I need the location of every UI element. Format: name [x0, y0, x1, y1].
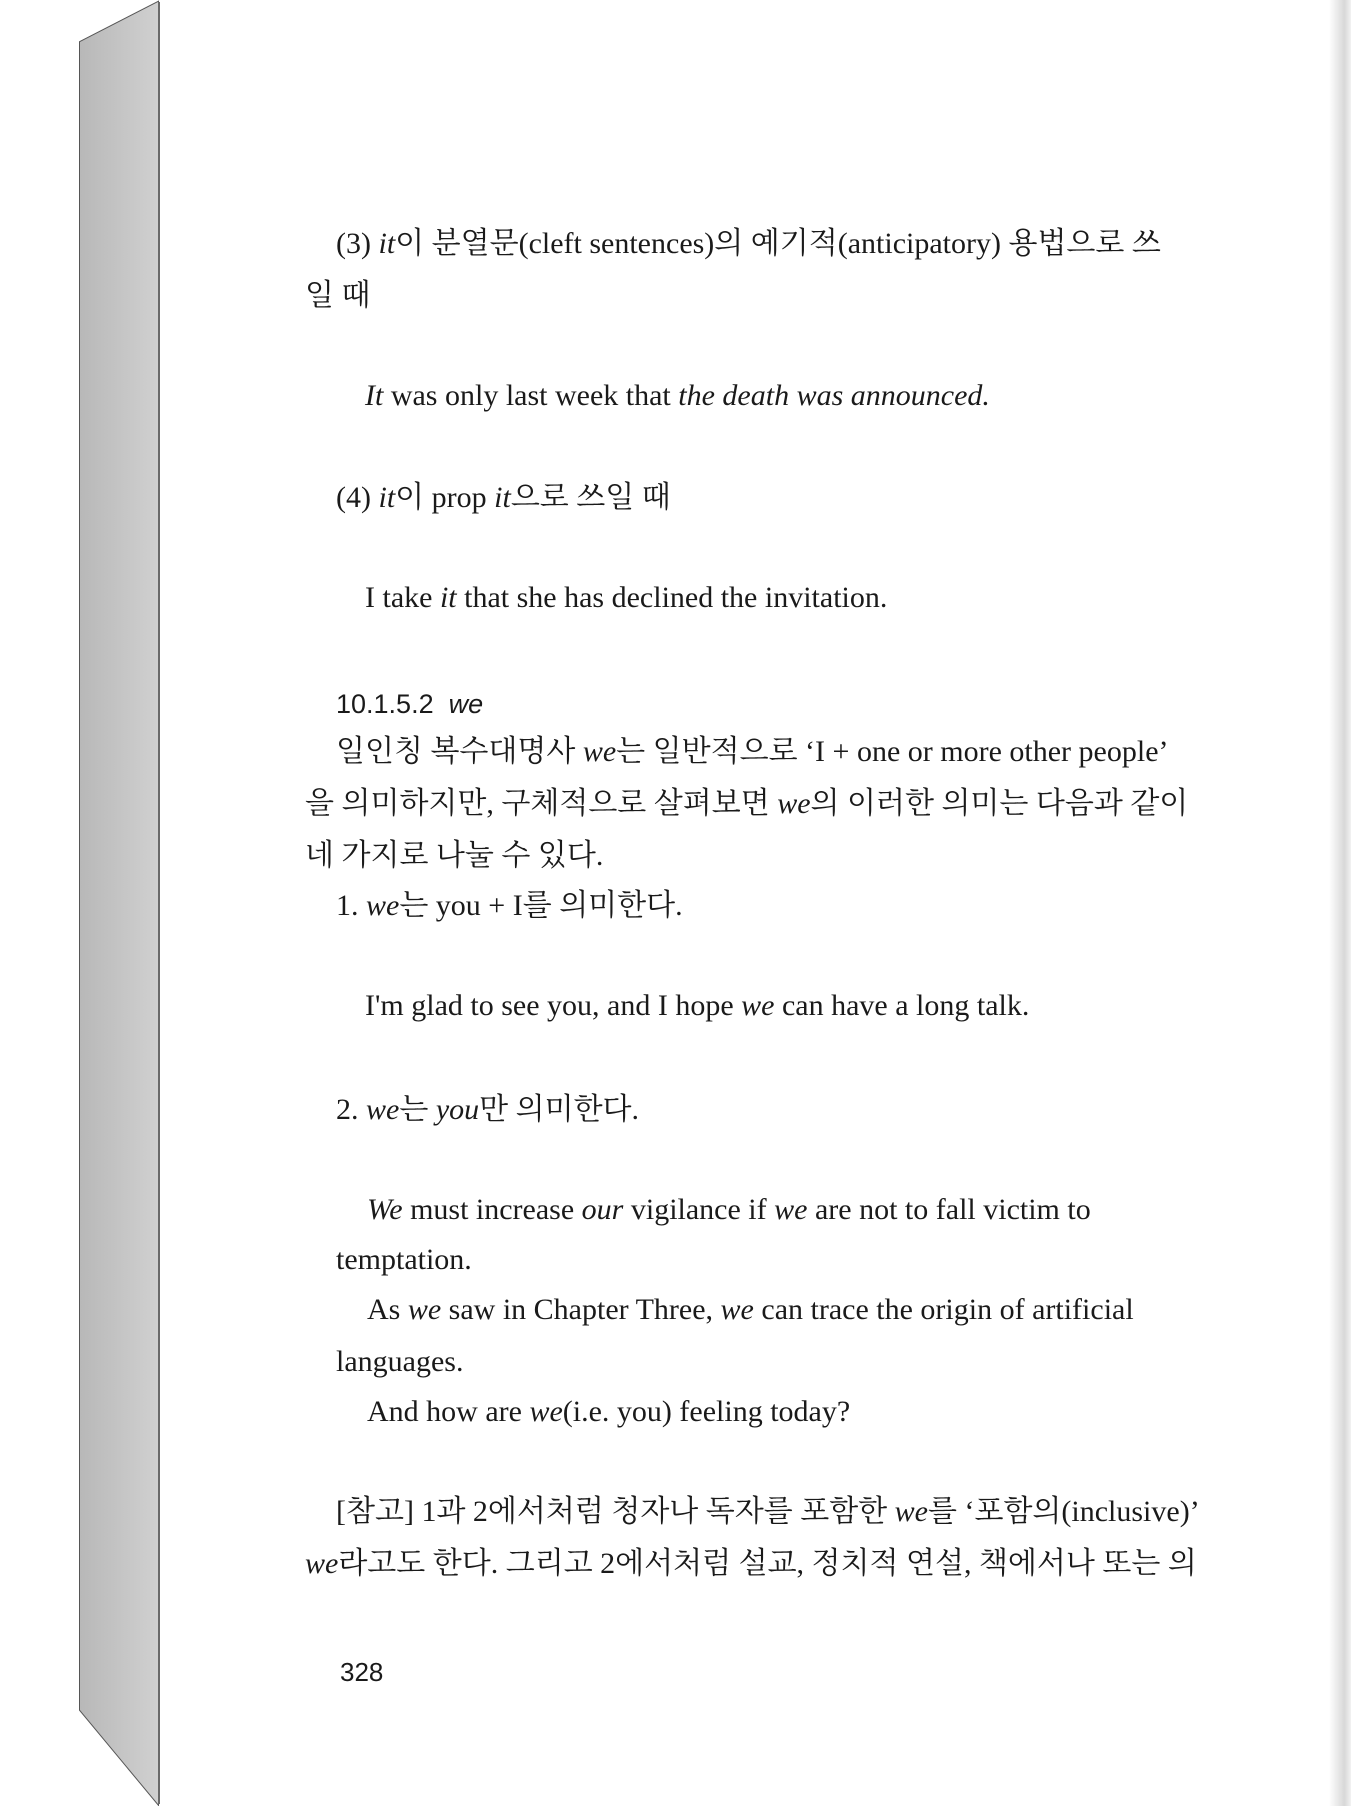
item3-heading-cont: 일 때	[305, 279, 371, 312]
item4-example: I take it that she has declined the invitation.	[365, 581, 888, 614]
section-paragraph-line1: 일인칭 복수대명사 we는 일반적으로 ‘I + one or more other people’	[336, 735, 1169, 768]
section-heading: 10.1.5.2 we	[336, 689, 484, 719]
point1-example: I'm glad to see you, and I hope we can have a long talk.	[365, 989, 1030, 1022]
point2-example1-line2: temptation.	[336, 1243, 472, 1276]
point2-example3: And how are we(i.e. you) feeling today?	[367, 1395, 851, 1428]
item4-heading: (4) it이 prop it으로 쓰일 때	[336, 481, 671, 514]
point2-heading: 2. we는 you만 의미한다.	[336, 1093, 640, 1126]
page-number: 328	[340, 1657, 384, 1687]
point2-example1-line1: We must increase our vigilance if we are not to fall victim to	[367, 1193, 1091, 1226]
section-paragraph-line2: 을 의미하지만, 구체적으로 살펴보면 we의 이러한 의미는 다음과 같이	[305, 787, 1189, 820]
section-paragraph-line3: 네 가지로 나눌 수 있다.	[305, 839, 604, 872]
note-line2: we라고도 한다. 그리고 2에서처럼 설교, 정치적 연설, 책에서나 또는 의	[305, 1547, 1197, 1580]
point2-example2-line1: As we saw in Chapter Three, we can trace the origin of artificial	[367, 1293, 1134, 1326]
book-page	[158, 2, 1335, 1804]
item3-example: It was only last week that the death was announced.	[365, 379, 990, 412]
point2-example2-line2: languages.	[336, 1345, 464, 1378]
note-line1: [참고] 1과 2에서처럼 청자나 독자를 포함한 we를 ‘포함의(inclusive)’	[336, 1495, 1200, 1528]
item3-heading: (3) it이 분열문(cleft sentences)의 예기적(anticipatory) 용법으로 쓰	[336, 227, 1161, 260]
page-edge-shadow	[1329, 0, 1351, 1806]
point1-heading: 1. we는 you + I를 의미한다.	[336, 889, 683, 922]
